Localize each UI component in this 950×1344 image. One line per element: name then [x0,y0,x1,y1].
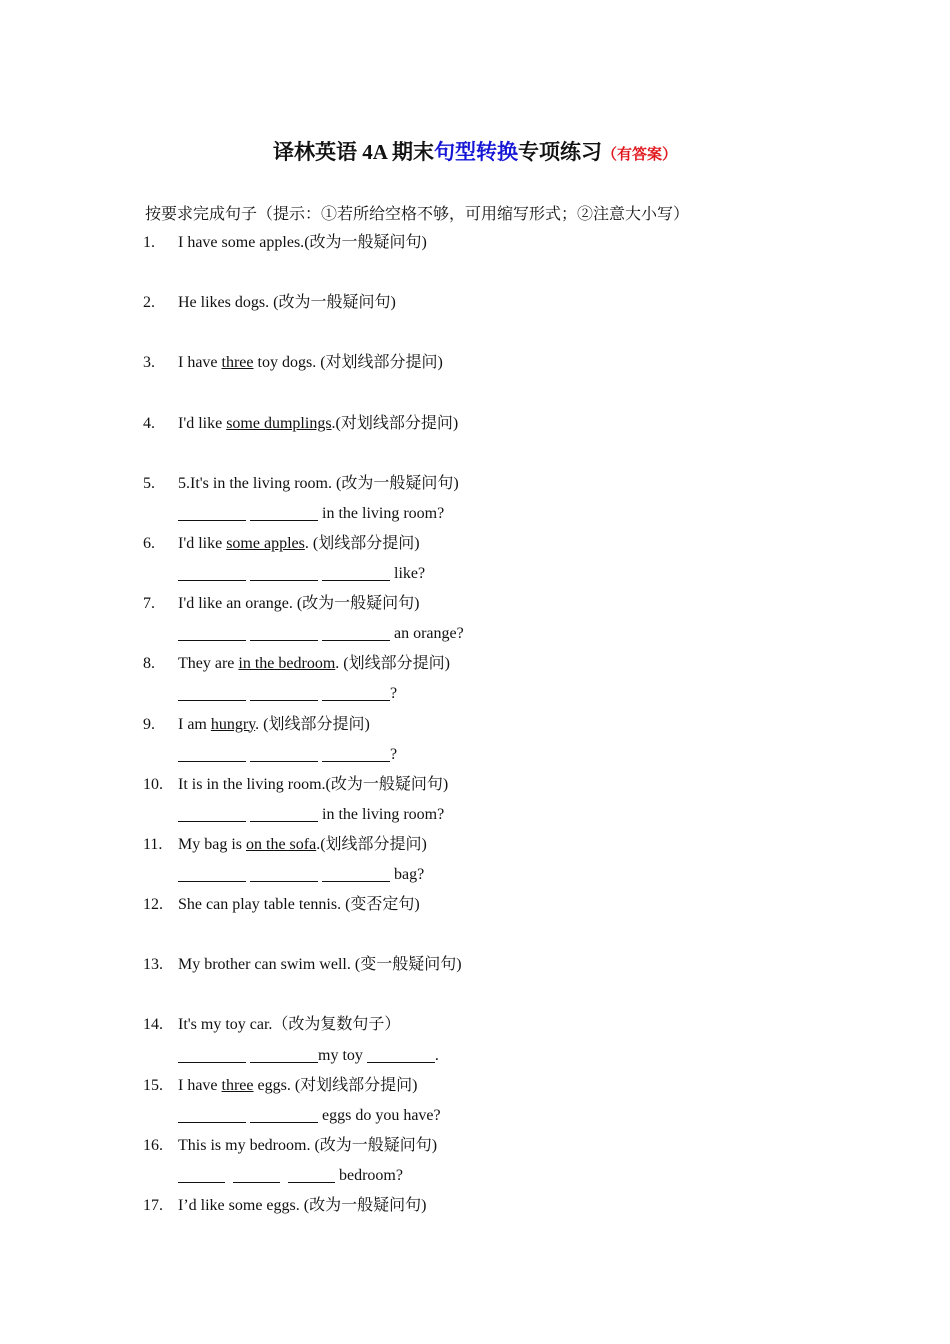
blank[interactable] [322,622,390,641]
question-11 [143,830,903,860]
blank[interactable] [322,863,390,882]
blank[interactable] [178,863,246,882]
question-number: 11. [143,835,163,853]
answer-space [143,318,903,348]
question-list [143,228,903,1221]
question-number: 10. [143,775,163,793]
question-number: 2. [143,294,155,312]
blank[interactable] [250,502,318,521]
answer-line: bedroom? [143,1161,903,1191]
question-text: My bag is on the sofa.(划线部分提问) [178,835,427,853]
answer-line: an orange? [143,619,903,649]
question-4 [143,409,903,439]
blank[interactable] [250,1044,318,1063]
blank[interactable] [322,562,390,581]
answer-line: like? [143,559,903,589]
question-text: I have some apples.(改为一般疑问句) [178,234,427,251]
blank[interactable] [250,803,318,822]
question-number: 6. [143,534,155,552]
question-number: 14. [143,1016,163,1034]
blank[interactable] [178,803,246,822]
question-9 [143,710,903,740]
question-5 [143,469,903,499]
underlined-part: three [221,1076,254,1094]
question-1 [143,228,903,258]
blank[interactable] [322,743,390,762]
answer-line: ? [143,740,903,770]
underlined-part: some apples [226,534,305,552]
question-text: I’d like some eggs. (改为一般疑问句) [178,1197,427,1214]
instructions: 按要求完成句子（提示：①若所给空格不够，可用缩写形式；②注意大小写） [145,206,690,223]
underlined-part: on the sofa [246,835,317,853]
blank[interactable] [178,1164,225,1183]
question-6 [143,529,903,559]
blank[interactable] [250,622,318,641]
question-number: 7. [143,595,155,613]
title-answer-note: （有答案） [602,147,678,163]
question-text: It is in the living room.(改为一般疑问句) [178,775,449,793]
question-17 [143,1191,903,1221]
question-16 [143,1131,903,1161]
question-text: I am hungry. (划线部分提问) [178,715,370,733]
question-text: My brother can swim well. (变一般疑问句) [178,956,462,974]
question-text: I'd like an orange. (改为一般疑问句) [178,595,420,613]
blank[interactable] [178,502,246,521]
answer-line: in the living room? [143,800,903,830]
answer-space [143,439,903,469]
answer-space [143,980,903,1010]
underlined-part: hungry [210,715,256,733]
question-13 [143,950,903,980]
question-text: I'd like some dumplings.(对划线部分提问) [178,414,459,432]
question-text: It's my toy car.（改为复数句子） [178,1016,401,1034]
blank[interactable] [322,682,390,701]
underlined-part: some dumplings [226,414,332,432]
answer-line: bag? [143,860,903,890]
answer-line: eggs do you have? [143,1101,903,1131]
title-part-3: 专项练习 [518,140,602,164]
blank[interactable] [178,743,246,762]
question-text: She can play table tennis. (变否定句) [178,896,420,914]
answer-line: ? [143,679,903,709]
question-number: 1. [143,234,155,251]
question-14 [143,1010,903,1040]
answer-space [143,920,903,950]
question-number: 3. [143,354,155,372]
question-number: 8. [143,655,155,673]
underlined-part: three [221,354,254,372]
blank[interactable] [178,562,246,581]
question-number: 4. [143,414,155,432]
question-number: 17. [143,1197,163,1214]
blank[interactable] [178,1044,246,1063]
blank[interactable] [250,1104,318,1123]
question-15 [143,1071,903,1101]
blank[interactable] [178,682,246,701]
question-8 [143,649,903,679]
blank[interactable] [250,562,318,581]
question-text: They are in the bedroom. (划线部分提问) [178,655,450,673]
question-2 [143,288,903,318]
question-number: 15. [143,1076,163,1094]
question-text: He likes dogs. (改为一般疑问句) [178,294,396,312]
blank[interactable] [178,622,246,641]
question-text: 5.It's in the living room. (改为一般疑问句) [178,474,459,492]
question-text: I have three eggs. (对划线部分提问) [178,1076,418,1094]
question-3 [143,348,903,378]
answer-line: my toy . [143,1041,903,1071]
blank[interactable] [250,863,318,882]
answer-space [143,378,903,408]
blank[interactable] [288,1164,335,1183]
question-7 [143,589,903,619]
question-number: 5. [143,474,155,492]
question-12 [143,890,903,920]
title-part-1: 译林英语 4A 期末 [272,140,434,164]
question-text: I'd like some apples. (划线部分提问) [178,534,420,552]
answer-space [143,258,903,288]
blank[interactable] [250,682,318,701]
question-number: 9. [143,715,155,733]
blank[interactable] [233,1164,280,1183]
blank[interactable] [367,1044,435,1063]
blank[interactable] [250,743,318,762]
question-text: I have three toy dogs. (对划线部分提问) [178,354,443,372]
question-10 [143,770,903,800]
question-text: This is my bedroom. (改为一般疑问句) [178,1136,438,1154]
underlined-part: in the bedroom [238,655,336,673]
title-part-2: 句型转换 [434,140,518,164]
question-number: 16. [143,1136,163,1154]
blank[interactable] [178,1104,246,1123]
answer-line: in the living room? [143,499,903,529]
page-title [0,136,950,166]
question-number: 13. [143,956,163,974]
question-number: 12. [143,896,163,914]
